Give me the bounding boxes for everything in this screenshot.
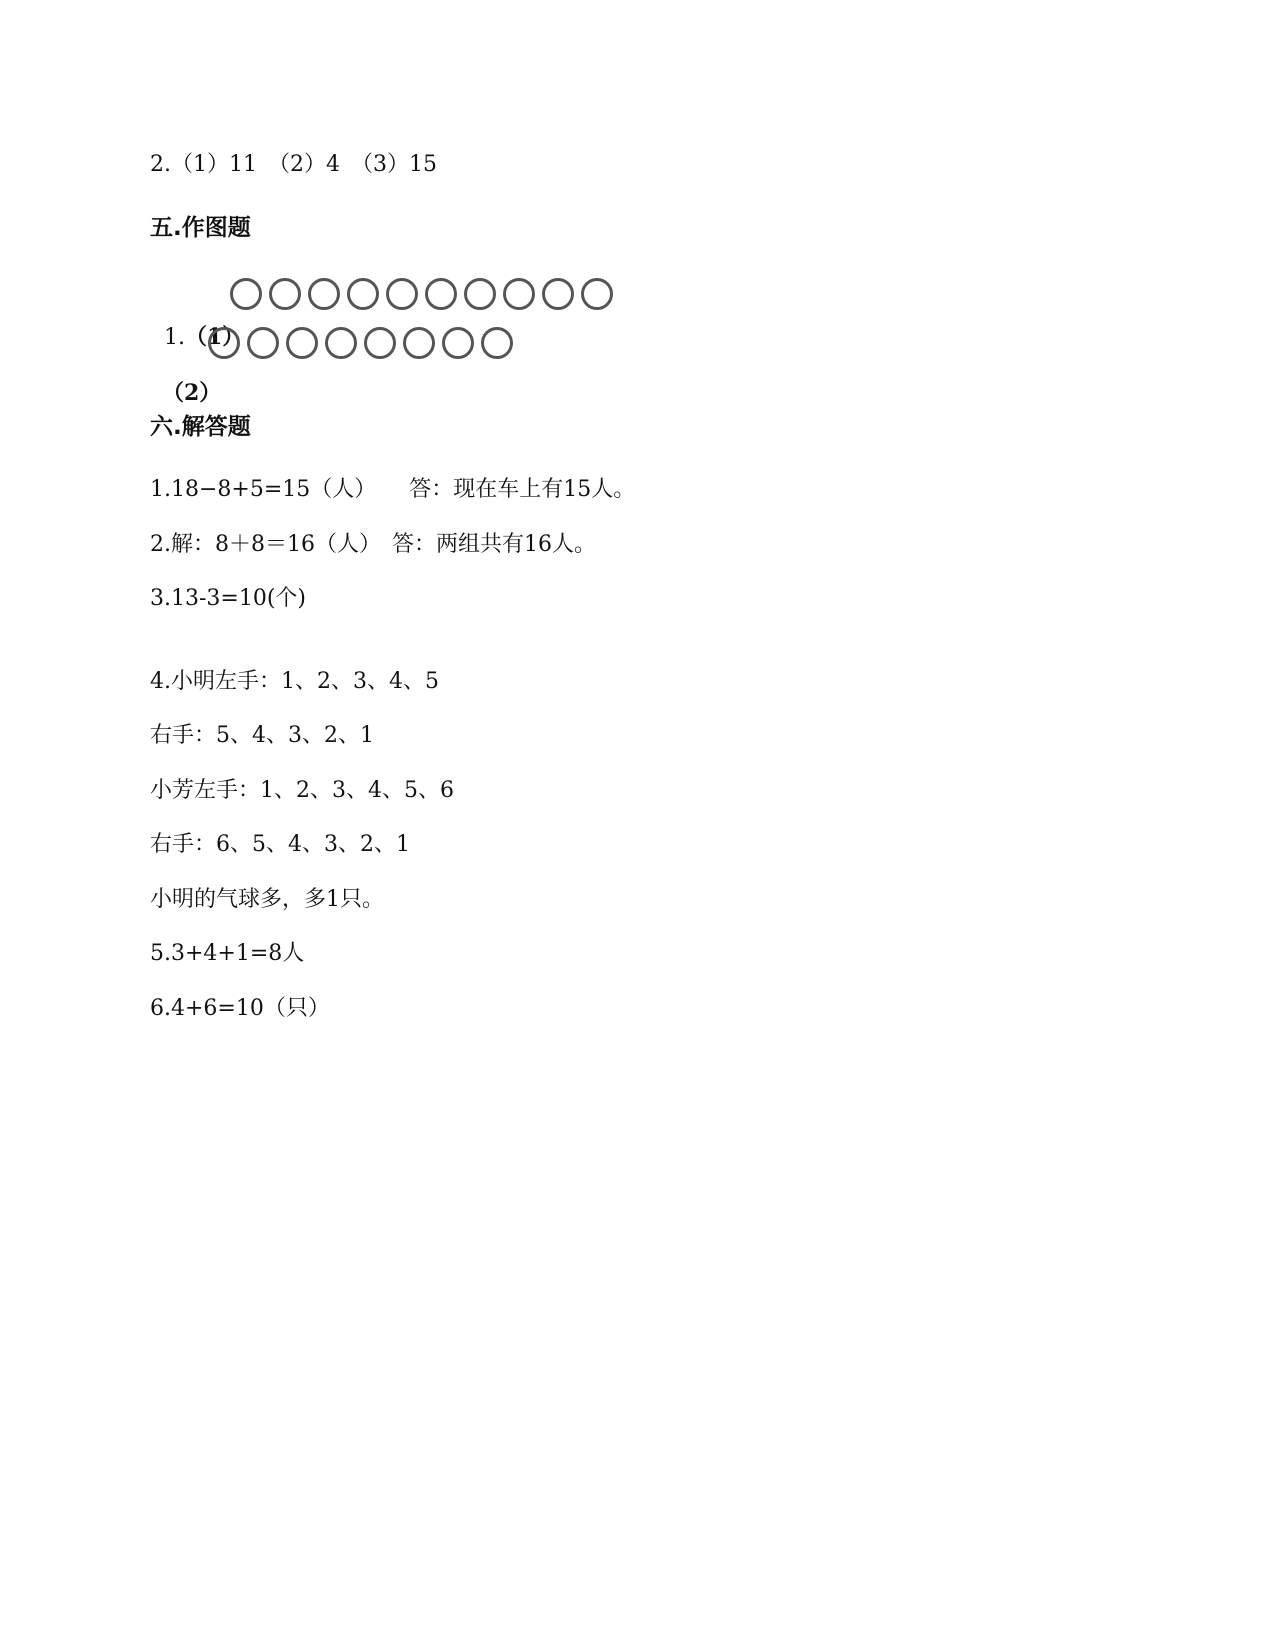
circle-icon [308, 278, 340, 310]
answer-line-8: 小明的气球多，多1只。 [150, 887, 384, 912]
circle-icon [581, 278, 613, 310]
circle-icon [442, 327, 474, 359]
circle-row-1 [230, 278, 613, 310]
circle-icon [464, 278, 496, 310]
part-2-label: （2） [162, 380, 222, 406]
answer-line-3: 3.13-3=10(个) [150, 586, 307, 611]
circle-icon [269, 278, 301, 310]
answer-line-9: 5.3+4+1=8人 [150, 941, 305, 966]
circle-icon [247, 327, 279, 359]
answer-line-5: 右手：5、4、3、2、1 [150, 723, 374, 748]
circle-icon [403, 327, 435, 359]
circle-icon [425, 278, 457, 310]
answer-line-6: 小芳左手：1、2、3、4、5、6 [150, 778, 454, 803]
section-five-heading: 五.作图题 [150, 215, 251, 241]
answer-line-1: 1.18−8+5=15（人） 答：现在车上有15人。 [150, 477, 636, 502]
circle-icon [230, 278, 262, 310]
circle-icon [325, 327, 357, 359]
question-number: 1. [164, 325, 185, 350]
section-six-heading: 六.解答题 [150, 414, 251, 440]
answer-line-10: 6.4+6=10（只） [150, 996, 330, 1021]
circle-icon [208, 327, 240, 359]
part-1-label: （1） [185, 324, 245, 350]
circle-row-2 [208, 327, 513, 359]
answer-line-4: 4.小明左手：1、2、3、4、5 [150, 669, 439, 694]
circle-icon [347, 278, 379, 310]
circle-icon [286, 327, 318, 359]
circle-icon [503, 278, 535, 310]
answer-line-7: 右手：6、5、4、3、2、1 [150, 832, 410, 857]
previous-answer-line: 2.（1）11 （2）4 （3）15 [150, 152, 437, 177]
circle-icon [542, 278, 574, 310]
part-2-label-line [148, 351, 221, 408]
circle-icon [481, 327, 513, 359]
answer-line-2: 2.解：8＋8＝16（人） 答：两组共有16人。 [150, 532, 596, 557]
circle-icon [386, 278, 418, 310]
circle-icon [364, 327, 396, 359]
